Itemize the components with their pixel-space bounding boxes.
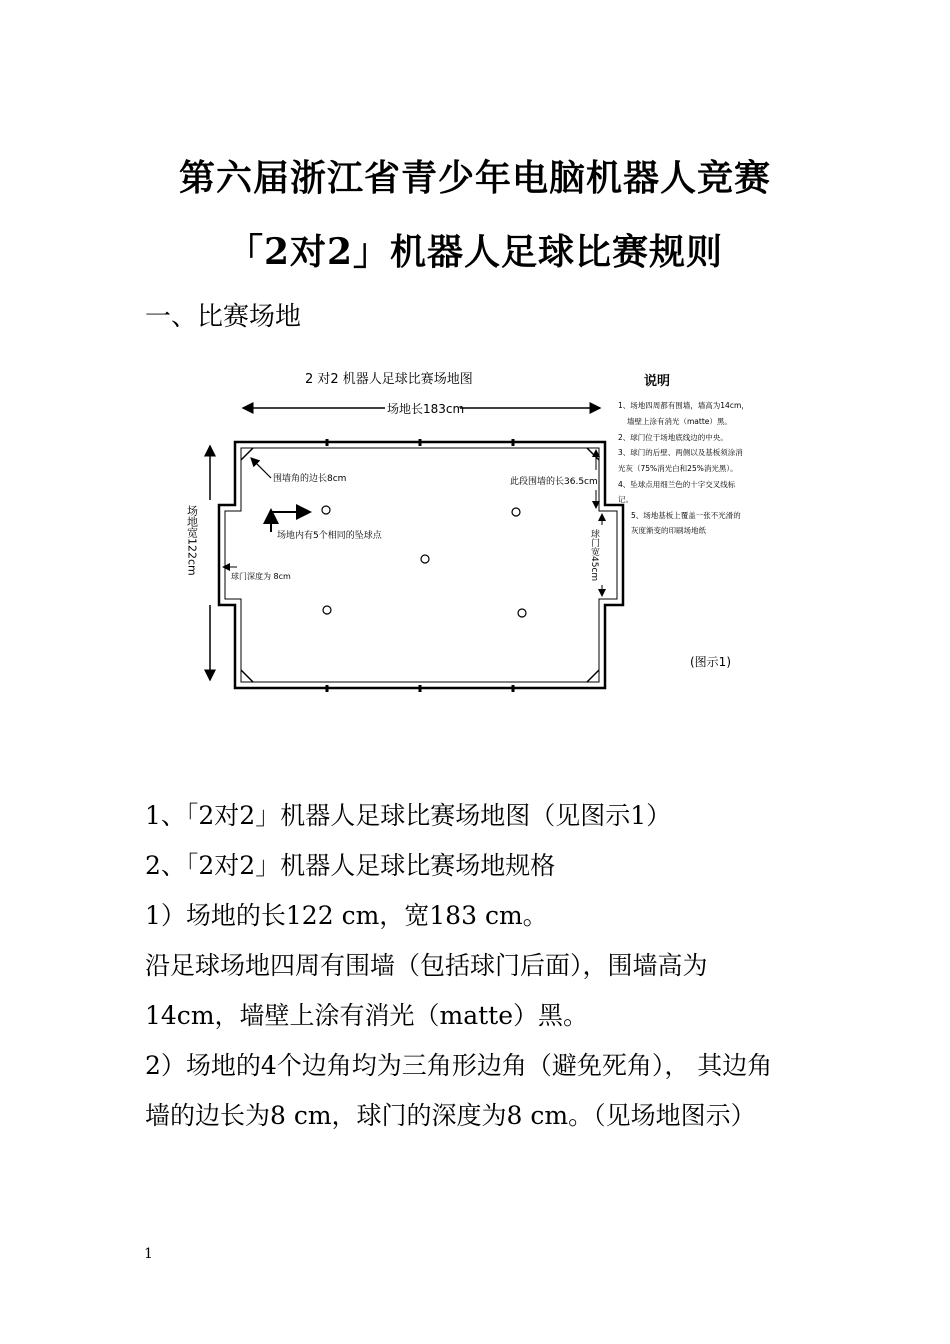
section-heading: 一、比赛场地 <box>145 302 302 332</box>
field-diagram <box>185 360 785 700</box>
goal-width-label: 球门宽45cm <box>589 529 599 582</box>
drop-spot <box>421 555 429 563</box>
paragraph: 墙的边长为8 cm，球门的深度为8 cm。（见场地图示） <box>145 1101 756 1130</box>
paragraph: 14cm，墙壁上涂有消光（matte）黑。 <box>145 1001 589 1030</box>
paragraph: 1）场地的长122 cm，宽183 cm。 <box>145 901 548 930</box>
drop-spot <box>512 508 520 516</box>
drop-spot <box>322 506 330 514</box>
paragraph: 2）场地的4个边角均为三角形边角（避免死角）， 其边角 <box>145 1051 773 1080</box>
note-line: 3、球门的后壁、两侧以及基板须涂消 <box>618 448 743 457</box>
corner-pointer <box>251 458 271 478</box>
note-line: 4、坠球点用细兰色的十字交叉线标 <box>618 480 736 489</box>
note-line: 光灰（75%消光白和25%消光黑）。 <box>618 464 738 473</box>
notes-list <box>618 400 749 535</box>
note-line: 2、球门位于场地底线边的中央。 <box>618 433 728 442</box>
diagram-title: 2 对2 机器人足球比赛场地图 <box>305 372 473 387</box>
title-line-1: 第六届浙江省青少年电脑机器人竞赛 <box>178 157 771 199</box>
width-label: 场地宽122cm <box>185 505 199 576</box>
figure-caption: (图示1) <box>690 655 731 669</box>
paragraph: 2、「2对2」机器人足球比赛场地规格 <box>145 851 556 880</box>
spots-label: 场地内有5个相同的坠球点 <box>277 531 382 541</box>
corner-label: 围墙角的边长8cm <box>273 474 347 484</box>
corner-wall <box>587 448 599 460</box>
drop-spot <box>518 609 526 617</box>
note-line: 1、场地四周都有围墙，墙高为14cm， <box>618 401 749 410</box>
corner-wall <box>241 670 253 682</box>
note-line: 5、场地基板上覆盖一张不光滑的 <box>631 511 741 520</box>
paragraph: 沿足球场地四周有围墙（包括球门后面），围墙高为 <box>145 951 708 980</box>
notes-heading: 说明 <box>644 374 671 389</box>
note-line: 墙壁上涂有消光（matte）黑。 <box>627 417 732 426</box>
corner-wall <box>587 670 599 682</box>
drop-spot <box>323 606 331 614</box>
title-line-2: 「2对2」机器人足球比赛规则 <box>226 231 724 273</box>
length-label: 场地长183cm <box>387 402 465 416</box>
page-number: 1 <box>144 1246 153 1262</box>
paragraph: 1、「2对2」机器人足球比赛场地图（见图示1） <box>145 801 672 830</box>
note-line: 记。 <box>618 495 633 504</box>
note-line: 灰度渐变的印刷场地纸 <box>631 526 706 535</box>
wall-segment-label: 此段围墙的长36.5cm <box>510 477 598 487</box>
goal-depth-label: 球门深度为 8cm <box>231 572 291 581</box>
